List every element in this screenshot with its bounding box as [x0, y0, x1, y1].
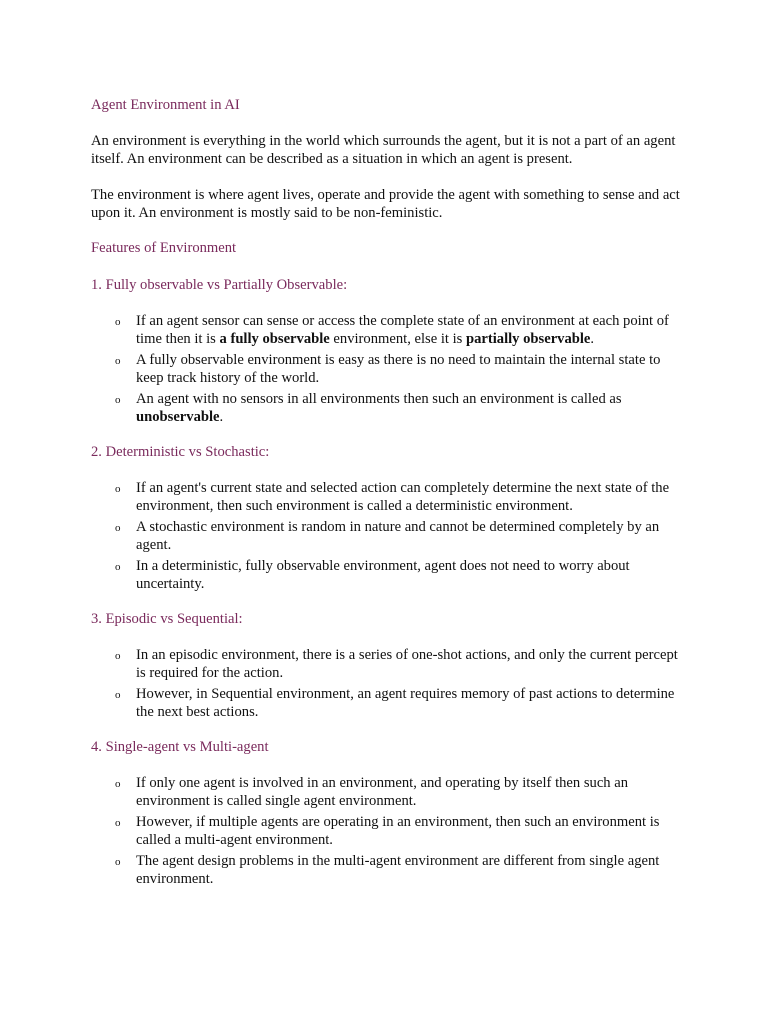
bullet-icon: o — [115, 522, 121, 534]
list-item-text: A fully observable environment is easy as there is no need to maintain the internal state to keep track history of the world. — [136, 352, 661, 386]
list-item-text: However, if multiple agents are operating in an environment, then such an environment is called a multi-agent environment. — [136, 814, 660, 848]
list-item-text: An agent with no sensors in all environments then such an environment is called as — [136, 391, 622, 407]
list-item-text: In an episodic environment, there is a series of one-shot actions, and only the current percept is required for the action. — [136, 647, 678, 681]
list-item-text: The agent design problems in the multi-agent environment are different from single agent environment. — [136, 853, 660, 887]
list-item — [91, 646, 691, 682]
list-item — [91, 852, 691, 888]
section-heading: 3. Episodic vs Sequential: — [91, 611, 243, 627]
document-title: Agent Environment in AI — [91, 97, 240, 113]
bullet-icon: o — [115, 817, 121, 829]
document-page — [91, 96, 691, 905]
list-item — [91, 351, 691, 387]
list-item — [91, 557, 691, 593]
list-item-text: environment, else it is — [329, 331, 466, 347]
bullet-icon: o — [115, 778, 121, 790]
bullet-icon: o — [115, 483, 121, 495]
list-item-text: . — [590, 331, 595, 347]
bullet-list — [91, 774, 691, 888]
features-heading: Features of Environment — [91, 240, 237, 256]
section-heading: 2. Deterministic vs Stochastic: — [91, 444, 270, 460]
list-item-text: However, in Sequential environment, an agent requires memory of past actions to determine the next best actions. — [136, 686, 675, 720]
list-item — [91, 390, 691, 426]
intro-paragraph-1: An environment is everything in the world which surrounds the agent, but it is not a part of an agent itself. An environment can be described as a situation in which an agent is present. — [91, 133, 676, 167]
list-item — [91, 774, 691, 810]
bold-term: partially observable — [465, 331, 591, 347]
intro-paragraph-2: The environment is where agent lives, operate and provide the agent with something to sense and act upon it. An environment is mostly said to be non-feministic. — [91, 187, 680, 221]
bold-term: unobservable — [136, 409, 220, 425]
bullet-icon: o — [115, 316, 121, 328]
list-item — [91, 518, 691, 554]
list-item-text: If an agent sensor can sense or access the complete state of an environment at each point of time then it is — [136, 313, 669, 347]
list-item-text: . — [219, 409, 224, 425]
bullet-icon: o — [115, 856, 121, 868]
list-item-text: If only one agent is involved in an environment, and operating by itself then such an environment is called single agent environment. — [136, 775, 629, 809]
bullet-list — [91, 312, 691, 426]
list-item — [91, 312, 691, 348]
bold-term: a fully observable — [219, 331, 330, 347]
list-item — [91, 813, 691, 849]
list-item — [91, 479, 691, 515]
bullet-icon: o — [115, 650, 121, 662]
section-heading: 1. Fully observable vs Partially Observable: — [91, 277, 348, 293]
bullet-icon: o — [115, 355, 121, 367]
section-heading: 4. Single-agent vs Multi-agent — [91, 739, 269, 755]
bullet-icon: o — [115, 561, 121, 573]
list-item-text: If an agent's current state and selected action can completely determine the next state of the environment, then such environment is called a deterministic environment. — [136, 480, 670, 514]
bullet-icon: o — [115, 689, 121, 701]
bullet-list — [91, 479, 691, 593]
bullet-icon: o — [115, 394, 121, 406]
bullet-list — [91, 646, 691, 721]
feature-sections — [91, 276, 691, 888]
list-item-text: A stochastic environment is random in nature and cannot be determined completely by an agent. — [136, 519, 660, 553]
list-item — [91, 685, 691, 721]
list-item-text: In a deterministic, fully observable environment, agent does not need to worry about uncertainty. — [136, 558, 630, 592]
